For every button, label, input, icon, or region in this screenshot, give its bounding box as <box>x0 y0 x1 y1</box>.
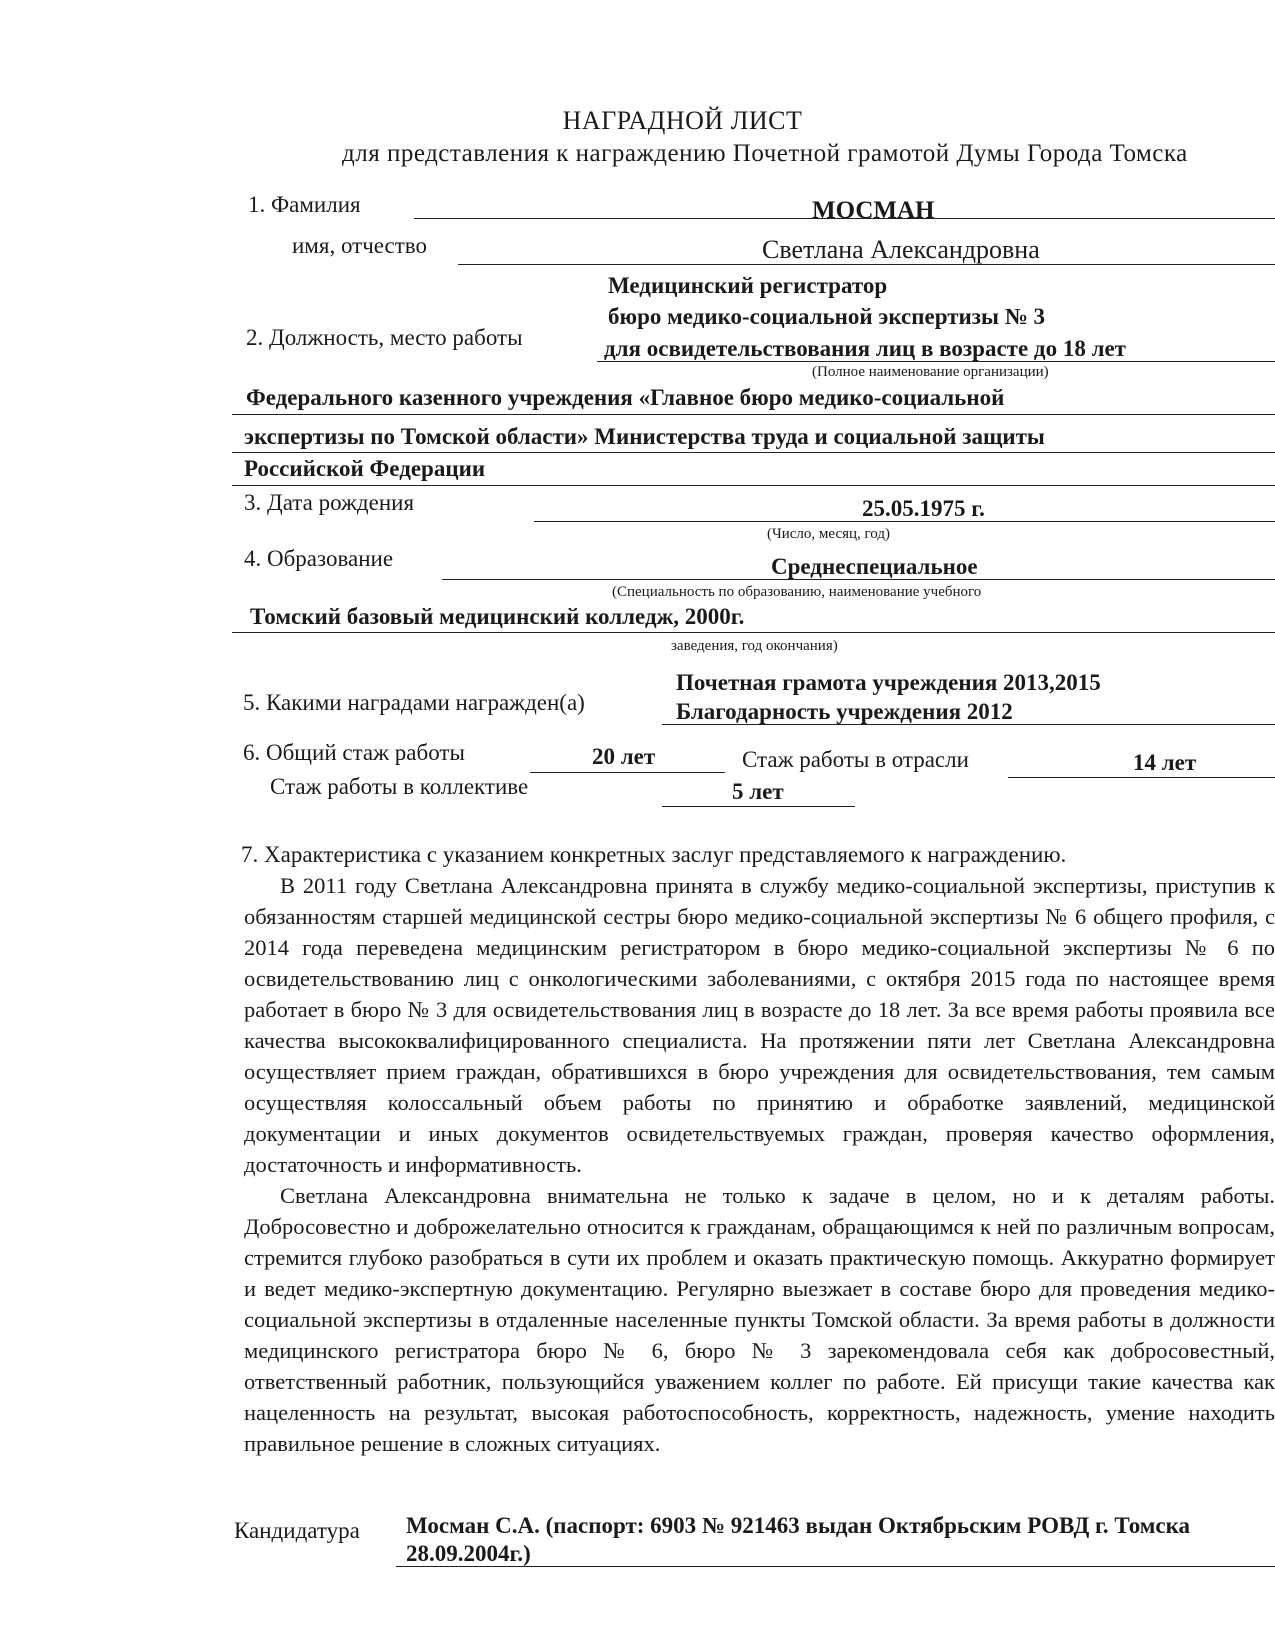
team-experience-value: 5 лет <box>732 779 784 804</box>
position-line-1: Медицинский регистратор <box>608 273 888 298</box>
surname-label: 1. Фамилия <box>248 192 361 217</box>
team-experience-underline <box>662 806 855 807</box>
org-line-1: Федерального казенного учреждения «Главное бюро медико-социальной <box>246 385 1005 410</box>
education-label: 4. Образование <box>244 546 394 571</box>
candidate-label: Кандидатура <box>234 1518 360 1543</box>
org-line-2: экспертизы по Томской области» Министерства труда и социальной защиты <box>244 424 1045 449</box>
awards-label: 5. Какими наградами награжден(а) <box>243 690 585 715</box>
education-value: Среднеспециальное <box>771 554 978 579</box>
awards-line-1: Почетная грамота учреждения 2013,2015 <box>676 670 1101 695</box>
characteristic-paragraph-1: В 2011 году Светлана Александровна принята в службу медико-социальной экспертизы, приступив к обязанностям старшей медицинской сестры бюро медико-социальной экспертизы № 6 общего профиля, с 2014 года переведена медицинским регистратором в бюро медико-социальной экспертизы № 6 по освидетельствованию лиц с онкологическими заболеваниями, с октября 2015 года по настоящее время работает в бюро № 3 для освидетельствования лиц в возрасте до 18 лет. За все время работы проявила все качества высококвалифицированного специалиста. На протяжении пяти лет Светлана Александровна осуществляет прием граждан, обратившихся в бюро учреждения для освидетельствования, тем самым осуществляя колоссальный объем работы по принятию и обработке заявлений, медицинской документации и иных документов освидетельствуемых граждан, проверяя качество оформления, достаточность и информативность. <box>244 873 1275 1177</box>
birth-label: 3. Дата рождения <box>244 490 415 515</box>
birth-hint: (Число, месяц, год) <box>767 526 890 542</box>
birth-underline <box>534 521 1275 522</box>
institution-underline <box>232 632 1275 633</box>
org-underline-2 <box>232 452 1275 453</box>
industry-experience-value: 14 лет <box>1133 750 1197 775</box>
education-hint-1: (Специальность по образованию, наименование учебного <box>612 584 982 600</box>
document-title: НАГРАДНОЙ ЛИСТ <box>562 106 803 135</box>
position-underline <box>597 361 1275 362</box>
name-value: Светлана Александровна <box>762 235 1040 264</box>
industry-experience-underline <box>1008 777 1275 778</box>
education-institution: Томский базовый медицинский колледж, 2000г. <box>250 604 745 629</box>
characteristic-heading: 7. Характеристика с указанием конкретных заслуг представляемого к награждению. <box>241 842 1067 867</box>
org-underline-1 <box>232 414 1275 415</box>
candidate-underline <box>396 1566 1275 1567</box>
position-label: 2. Должность, место работы <box>246 325 523 350</box>
name-label: имя, отчество <box>292 233 428 258</box>
education-hint-2: заведения, год окончания) <box>671 638 838 654</box>
org-underline-3 <box>232 485 1275 486</box>
education-underline <box>442 579 1275 580</box>
position-line-2: бюро медико-социальной экспертизы № 3 <box>608 304 1046 329</box>
awards-underline <box>662 724 1275 725</box>
total-experience-value: 20 лет <box>592 744 656 769</box>
document-subtitle: для представления к награждению Почетной грамотой Думы Города Томска <box>342 140 1188 167</box>
total-experience-underline <box>530 772 725 773</box>
org-line-3: Российской Федерации <box>244 456 486 481</box>
position-line-3: для освидетельствования лиц в возрасте до 18 лет <box>604 336 1126 361</box>
surname-value: МОСМАН <box>812 197 935 224</box>
team-experience-label: Стаж работы в коллективе <box>270 774 529 799</box>
awards-line-2: Благодарность учреждения 2012 <box>676 699 1013 724</box>
org-hint: (Полное наименование организации) <box>812 364 1049 380</box>
candidate-line-1: Мосман С.А. (паспорт: 6903 № 921463 выдан Октябрьским РОВД г. Томска <box>406 1513 1191 1538</box>
industry-experience-label: Стаж работы в отрасли <box>742 747 969 772</box>
characteristic-body <box>244 870 1275 1459</box>
total-experience-label: 6. Общий стаж работы <box>243 740 465 765</box>
birth-value: 25.05.1975 г. <box>862 496 985 521</box>
characteristic-paragraph-2: Светлана Александровна внимательна не только к задаче в целом, но и к деталям работы. Добросовестно и доброжелательно относится к гражданам, обращающимся к ней по различным вопросам, стремится глубоко разобраться в сути их проблем и оказать практическую помощь. Аккуратно формирует и ведет медико-экспертную документацию. Регулярно выезжает в составе бюро для проведения медико-социальной экспертизы в отдаленные населенные пункты Томской области. За время работы в должности медицинского регистратора бюро № 6, бюро № 3 зарекомендовала себя как добросовестный, ответственный работник, пользующийся уважением коллег по работе. Ей присущи такие качества как нацеленность на результат, высокая работоспособность, корректность, надежность, умение находить правильное решение в сложных ситуациях. <box>244 1183 1275 1456</box>
candidate-line-2: 28.09.2004г.) <box>406 1541 531 1566</box>
